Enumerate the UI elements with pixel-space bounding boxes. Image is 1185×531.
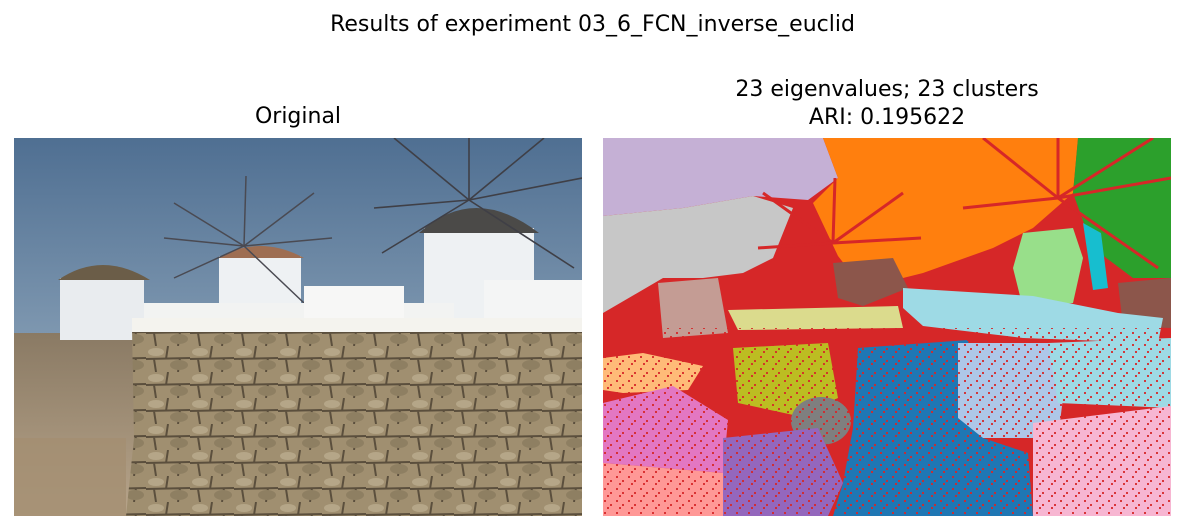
wall-top <box>132 318 582 332</box>
segmentation-panel-title <box>603 76 1171 132</box>
segmentation-title-line1: 23 eigenvalues; 23 clusters <box>735 77 1039 102</box>
original-image <box>14 138 582 516</box>
figure-suptitle: Results of experiment 03_6_FCN_inverse_euclid <box>330 12 855 37</box>
segmentation-image <box>603 138 1171 516</box>
segmentation-title-line2: ARI: 0.195622 <box>808 105 966 130</box>
segment-cream <box>728 306 903 330</box>
original-panel-title: Original <box>254 104 342 129</box>
stone-wall <box>126 328 582 516</box>
